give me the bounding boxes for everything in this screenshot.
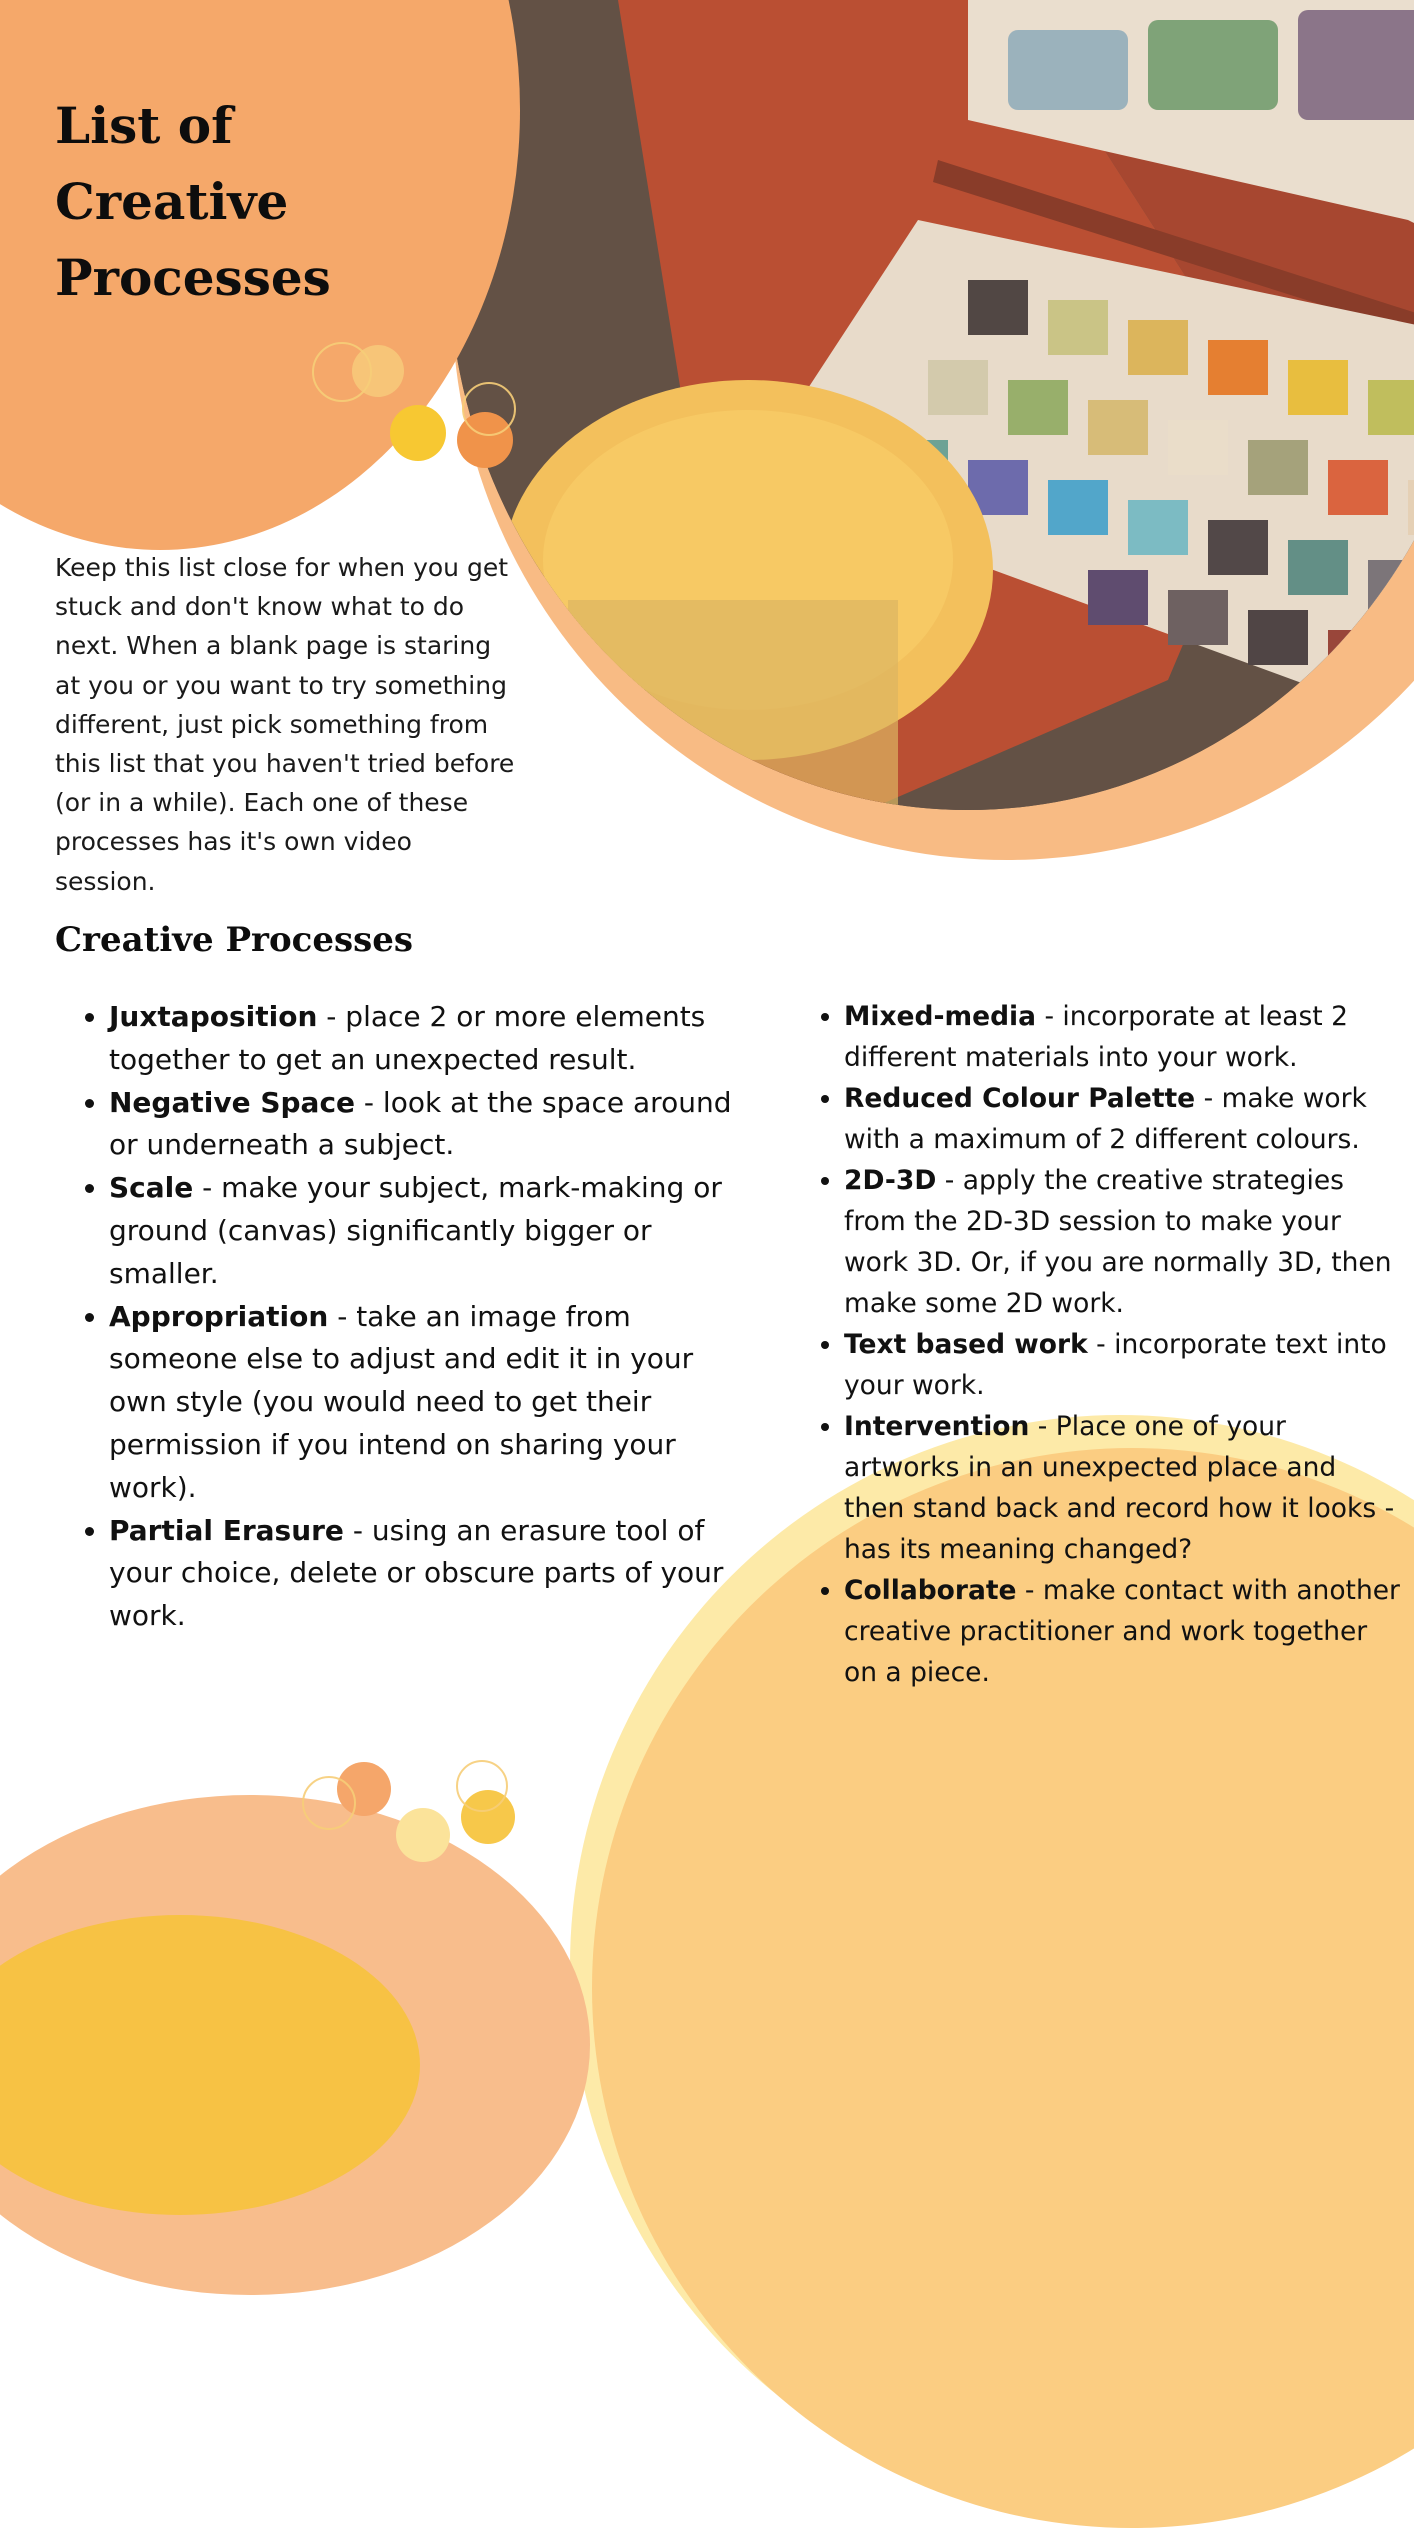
process-term: Collaborate <box>844 1575 1017 1606</box>
process-description: - place 2 or more elements together to get an unexpected result. <box>109 1000 706 1076</box>
process-list-left <box>55 996 749 1638</box>
process-description: - look at the space around or underneath a subject. <box>109 1085 732 1162</box>
process-term: Negative Space <box>109 1085 356 1119</box>
process-term: Scale <box>109 1171 194 1205</box>
decorative-ring <box>312 342 372 402</box>
process-term: Appropriation <box>109 1299 329 1333</box>
process-term: Intervention <box>844 1411 1030 1442</box>
decorative-ring <box>302 1776 356 1830</box>
page-title: List of Creative Processes <box>55 96 331 307</box>
list-item <box>109 996 749 1082</box>
section-heading: Creative Processes <box>55 920 414 960</box>
decorative-ring <box>462 382 516 436</box>
process-term: Mixed-media <box>844 1001 1037 1032</box>
process-description: - take an image from someone else to adjust and edit it in your own style (you would need to get their permission if you intend on sharing your work). <box>109 1299 694 1504</box>
process-description: - incorporate text into your work. <box>844 1329 1387 1401</box>
process-description: - incorporate at least 2 different materials into your work. <box>844 1001 1348 1073</box>
process-list-right <box>790 996 1404 1693</box>
process-term: Reduced Colour Palette <box>844 1083 1196 1114</box>
decorative-dot <box>390 405 446 461</box>
list-item <box>109 1167 749 1295</box>
intro-paragraph: Keep this list close for when you get stuck and don't know what to do next. When a blank page is staring at you or you want to try something different, just pick something from this list that you haven't tried before (or in a while). Each one of these processes has it's own video session. <box>55 553 515 896</box>
decorative-ring <box>456 1760 508 1812</box>
paint-palette-illustration <box>448 0 1414 810</box>
process-description: - using an erasure tool of your choice, delete or obscure parts of your work. <box>109 1513 724 1633</box>
process-description: - Place one of your artworks in an unexpected place and then stand back and record how it looks - has its meaning changed? <box>844 1411 1395 1565</box>
process-term: Text based work <box>844 1329 1088 1360</box>
list-item <box>844 1570 1404 1693</box>
process-description: - apply the creative strategies from the 2D-3D session to make your work 3D. Or, if you are normally 3D, then make some 2D work. <box>844 1165 1392 1319</box>
process-description: - make contact with another creative practitioner and work together on a piece. <box>844 1575 1400 1688</box>
list-item <box>844 1160 1404 1324</box>
list-item <box>109 1082 749 1168</box>
paint-palette-photo <box>448 0 1414 810</box>
process-description: - make work with a maximum of 2 different colours. <box>844 1083 1367 1155</box>
process-term: Partial Erasure <box>109 1513 344 1547</box>
list-item <box>109 1296 749 1510</box>
list-item <box>844 1406 1404 1570</box>
process-term: Juxtaposition <box>109 1000 318 1033</box>
process-term: 2D-3D <box>844 1165 937 1196</box>
list-item <box>844 1078 1404 1160</box>
decorative-dot <box>396 1808 450 1862</box>
list-item <box>109 1510 749 1638</box>
process-description: - make your subject, mark-making or ground (canvas) significantly bigger or smaller. <box>109 1171 722 1290</box>
list-item <box>844 1324 1404 1406</box>
list-item <box>844 996 1404 1078</box>
